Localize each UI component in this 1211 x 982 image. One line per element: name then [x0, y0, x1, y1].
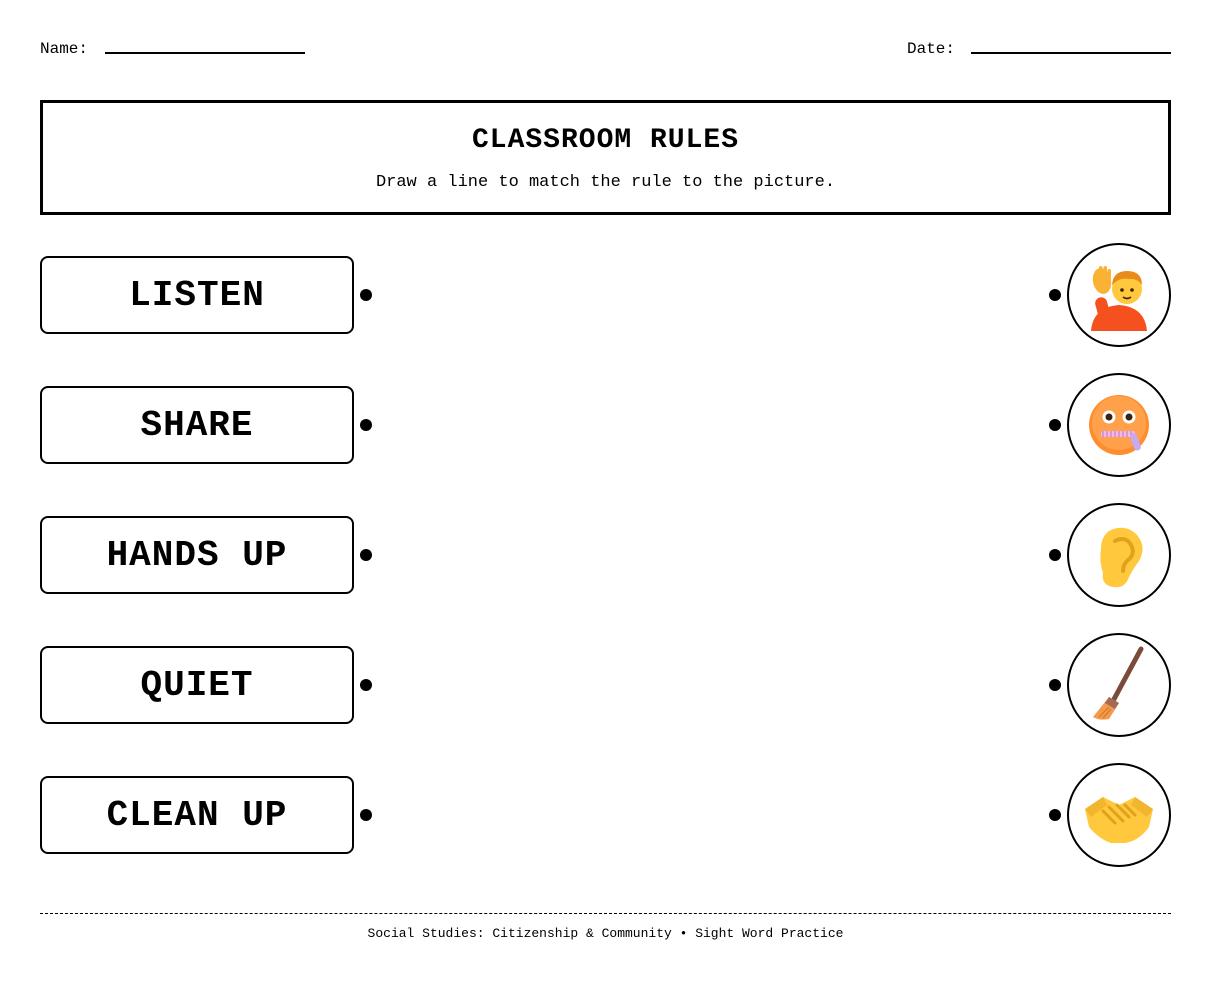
footer-divider: [40, 913, 1171, 914]
rule-word-box[interactable]: SHARE: [40, 386, 354, 464]
rule-row: [0, 633, 1211, 737]
instructions: Draw a line to match the rule to the picture.: [375, 173, 836, 192]
rule-word-box[interactable]: CLEAN UP: [40, 776, 354, 854]
date-write-line[interactable]: [971, 52, 1171, 54]
raising-hand-person-icon: [1069, 245, 1169, 345]
right-match-dot[interactable]: [1049, 679, 1061, 691]
picture-circle[interactable]: [1067, 373, 1171, 477]
picture-circle[interactable]: [1067, 243, 1171, 347]
page-title: CLASSROOM RULES: [471, 125, 740, 156]
right-match-dot[interactable]: [1049, 419, 1061, 431]
picture-circle[interactable]: [1067, 503, 1171, 607]
name-label: Name:: [40, 40, 89, 58]
rule-word-box[interactable]: QUIET: [40, 646, 354, 724]
ear-icon: [1069, 505, 1169, 605]
handshake-icon: [1069, 765, 1169, 865]
rule-word-box[interactable]: LISTEN: [40, 256, 354, 334]
name-write-line[interactable]: [105, 52, 305, 54]
broom-icon: [1069, 635, 1169, 735]
rule-word-box[interactable]: HANDS UP: [40, 516, 354, 594]
picture-circle[interactable]: [1067, 633, 1171, 737]
rule-row: [0, 763, 1211, 867]
left-match-dot[interactable]: [360, 549, 372, 561]
left-match-dot[interactable]: [360, 289, 372, 301]
rule-row: [0, 243, 1211, 347]
left-match-dot[interactable]: [360, 809, 372, 821]
left-match-dot[interactable]: [360, 419, 372, 431]
right-match-dot[interactable]: [1049, 289, 1061, 301]
right-match-dot[interactable]: [1049, 809, 1061, 821]
picture-circle[interactable]: [1067, 763, 1171, 867]
rule-row: [0, 503, 1211, 607]
footer-text: Social Studies: Citizenship & Community • Sight Word Practice: [367, 926, 844, 941]
date-label: Date:: [907, 40, 956, 58]
right-match-dot[interactable]: [1049, 549, 1061, 561]
title-box: [40, 100, 1171, 215]
rule-row: [0, 373, 1211, 477]
zipper-mouth-face-icon: [1069, 375, 1169, 475]
left-match-dot[interactable]: [360, 679, 372, 691]
